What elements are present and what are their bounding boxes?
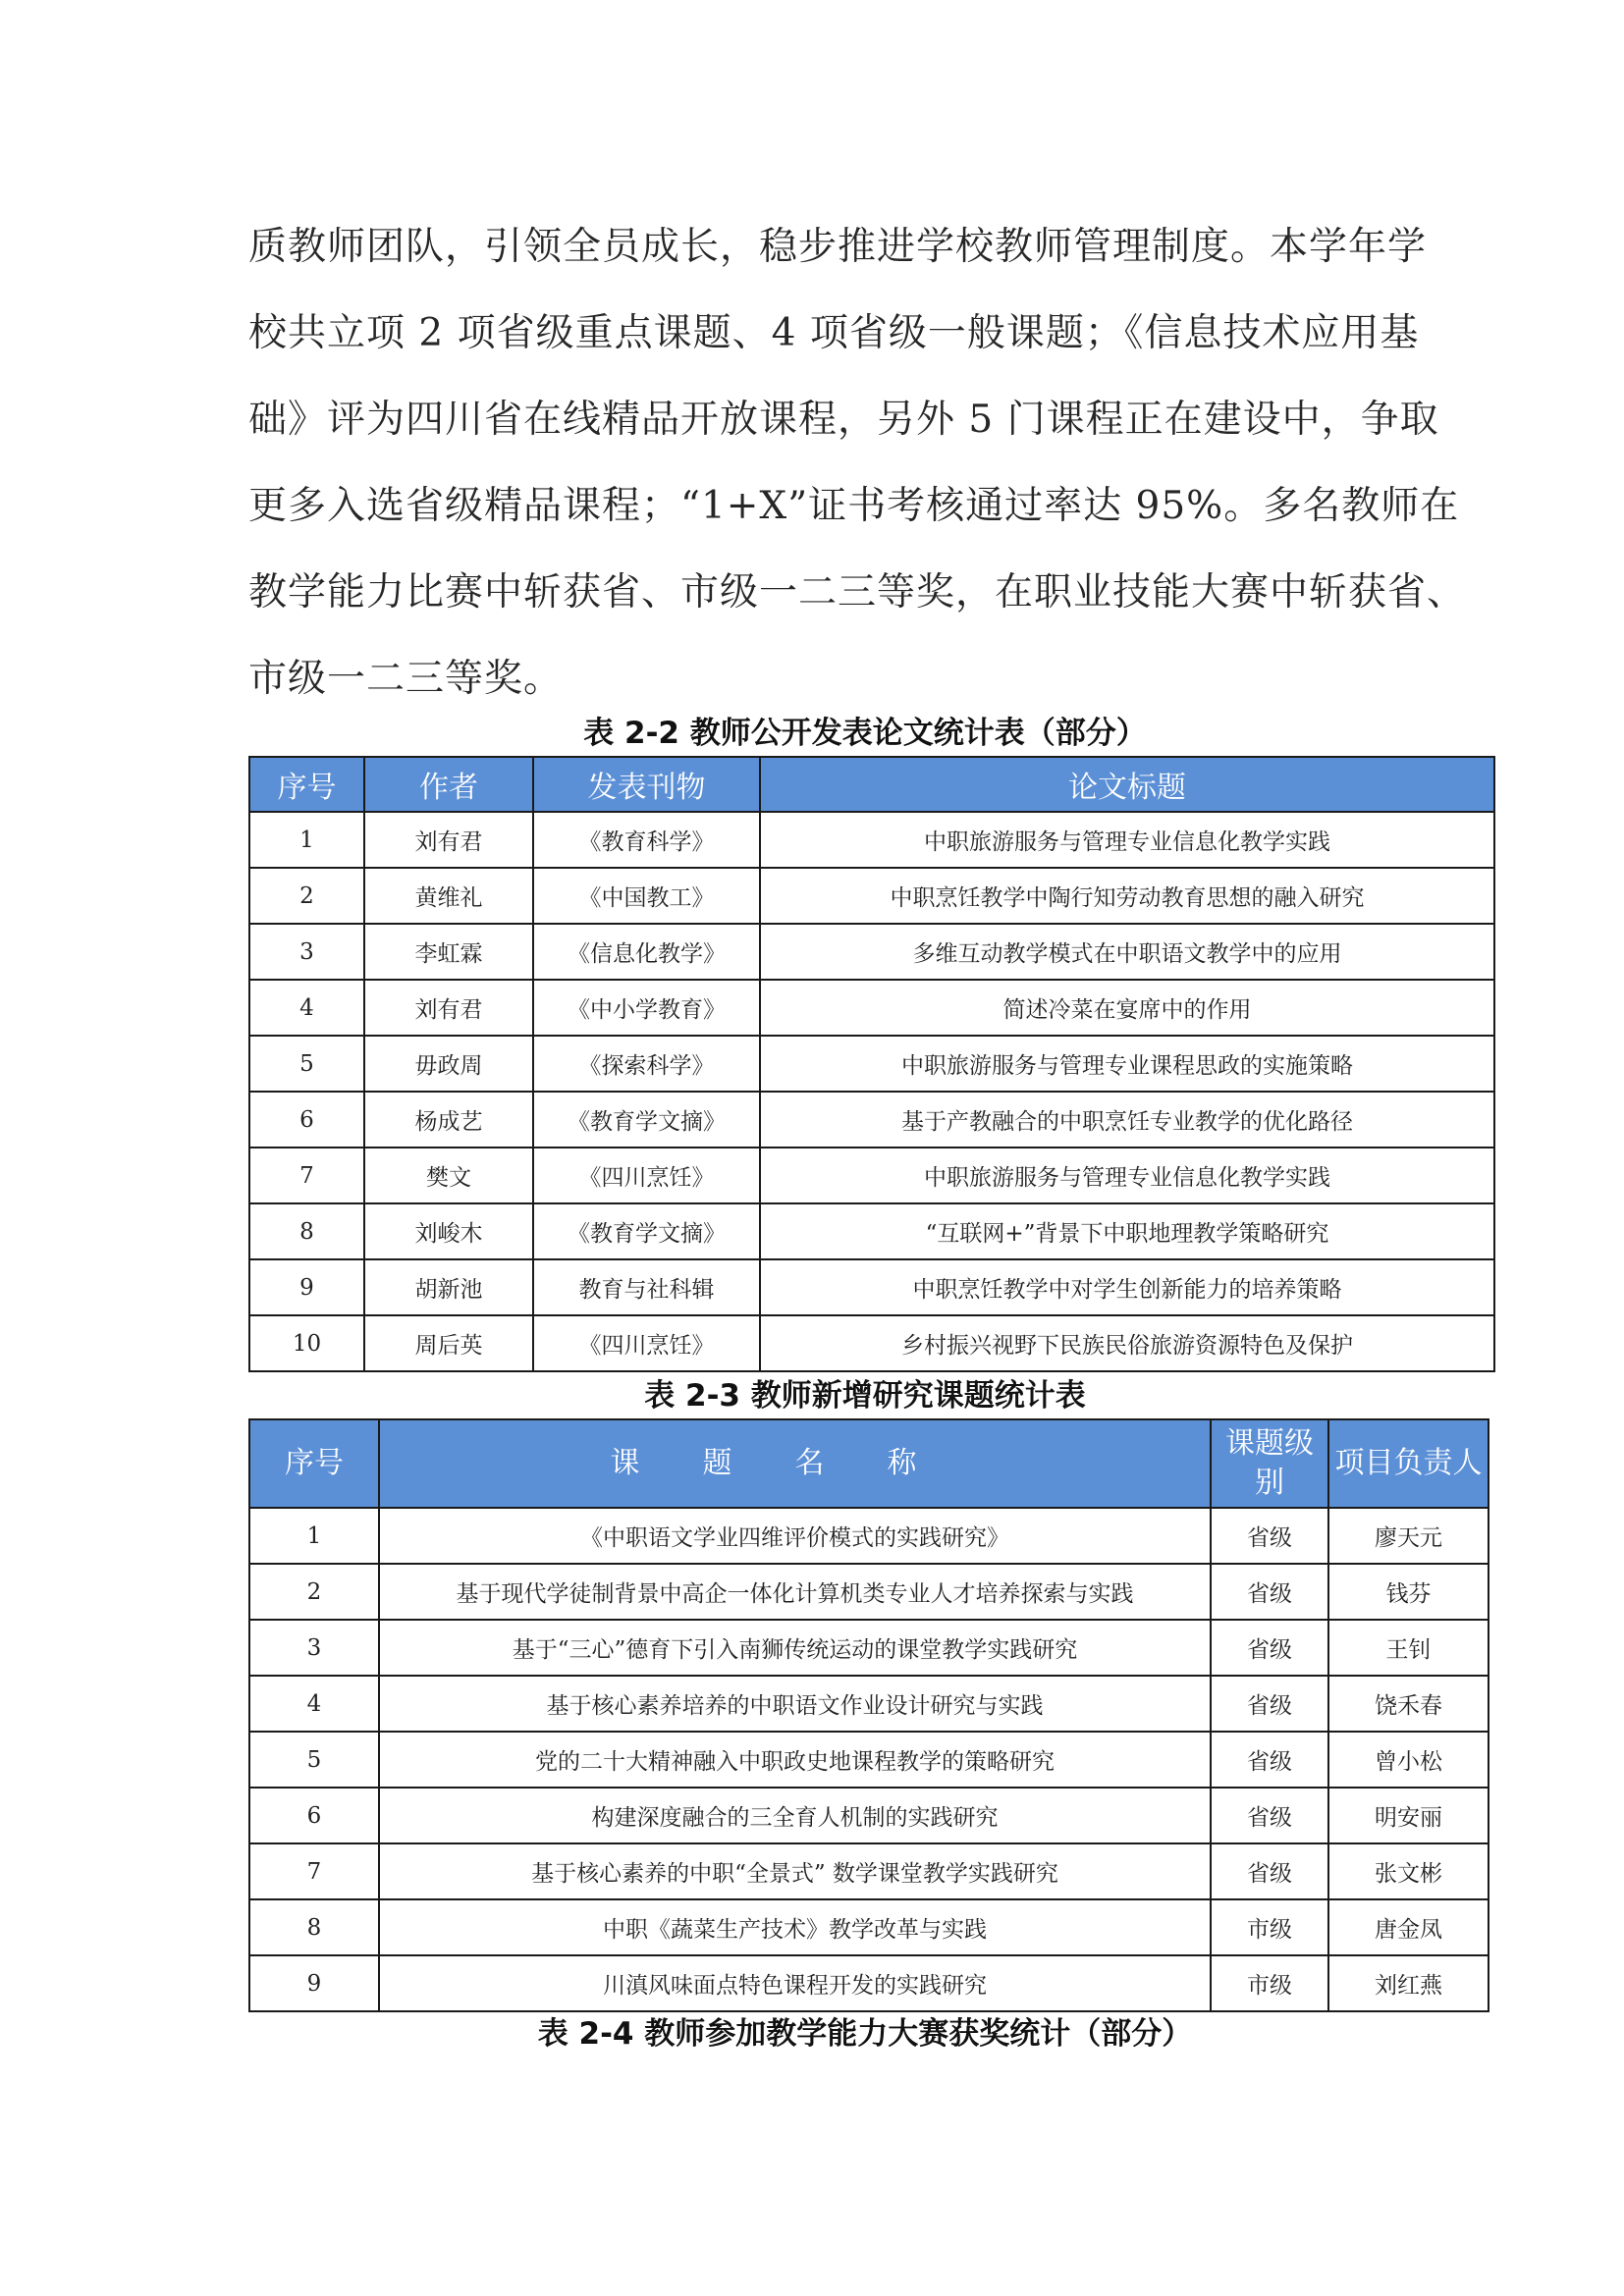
cell-project-name: 基于核心素养的中职“全景式” 数学课堂教学实践研究 [379,1843,1211,1899]
cell-index: 4 [249,1676,379,1732]
cell-project-leader: 曾小松 [1328,1732,1489,1788]
cell-index: 5 [249,1732,379,1788]
cell-project-level: 省级 [1211,1620,1328,1676]
table-row [249,1564,1489,1620]
table-header-row [249,1419,1489,1508]
cell-index: 1 [249,1508,379,1564]
cell-project-level: 市级 [1211,1899,1328,1955]
table-row [249,1620,1489,1676]
header-cell-author: 作者 [364,757,533,812]
cell-index: 8 [249,1203,364,1259]
table-header-row [249,757,1494,812]
cell-author: 毋政周 [364,1036,533,1092]
cell-index: 10 [249,1315,364,1371]
cell-author: 黄维礼 [364,868,533,924]
cell-paper-title: 简述冷菜在宴席中的作用 [760,980,1494,1036]
cell-project-name: 基于现代学徒制背景中高企一体化计算机类专业人才培养探索与实践 [379,1564,1211,1620]
cell-project-level: 市级 [1211,1955,1328,2011]
cell-project-level: 省级 [1211,1564,1328,1620]
table-row [249,1899,1489,1955]
table-row [249,924,1494,980]
table-row [249,1315,1494,1371]
cell-author: 樊文 [364,1148,533,1203]
cell-journal: 教育与社科辑 [533,1259,760,1315]
table-2-4-caption: 表 2-4 教师参加教学能力大赛获奖统计（部分） [537,2016,1193,2052]
header-cell-project-level: 课题级别 [1211,1419,1328,1508]
cell-index: 3 [249,924,364,980]
cell-project-level: 省级 [1211,1732,1328,1788]
cell-paper-title: 中职旅游服务与管理专业课程思政的实施策略 [760,1036,1494,1092]
cell-paper-title: 中职烹饪教学中陶行知劳动教育思想的融入研究 [760,868,1494,924]
table-row [249,1036,1494,1092]
cell-index: 9 [249,1955,379,2011]
cell-project-level: 省级 [1211,1788,1328,1843]
paragraph-line: 更多入选省级精品课程；“1+X”证书考核通过率达 95%。多名教师在 [248,484,1460,528]
table-row [249,1732,1489,1788]
cell-author: 李虹霖 [364,924,533,980]
cell-project-name: 《中职语文学业四维评价模式的实践研究》 [379,1508,1211,1564]
cell-journal: 《教育学文摘》 [533,1092,760,1148]
cell-author: 杨成艺 [364,1092,533,1148]
cell-project-leader: 饶禾春 [1328,1676,1489,1732]
cell-paper-title: 乡村振兴视野下民族民俗旅游资源特色及保护 [760,1315,1494,1371]
table-row [249,1843,1489,1899]
cell-project-name: 党的二十大精神融入中职政史地课程教学的策略研究 [379,1732,1211,1788]
table-row [249,1092,1494,1148]
table-2-2-caption: 表 2-2 教师公开发表论文统计表（部分） [583,716,1147,751]
table-row [249,1508,1489,1564]
paper-publication-table [248,756,1495,1372]
cell-journal: 《中国教工》 [533,868,760,924]
table-row [249,1955,1489,2011]
cell-project-name: 中职《蔬菜生产技术》教学改革与实践 [379,1899,1211,1955]
cell-project-name: 构建深度融合的三全育人机制的实践研究 [379,1788,1211,1843]
table-row [249,1203,1494,1259]
table-row [249,1788,1489,1843]
table-row [249,1676,1489,1732]
cell-paper-title: 基于产教融合的中职烹饪专业教学的优化路径 [760,1092,1494,1148]
cell-project-level: 省级 [1211,1676,1328,1732]
paragraph-line: 质教师团队，引领全员成长，稳步推进学校教师管理制度。本学年学 [248,225,1428,269]
cell-project-leader: 王钊 [1328,1620,1489,1676]
cell-paper-title: 中职烹饪教学中对学生创新能力的培养策略 [760,1259,1494,1315]
cell-paper-title: 中职旅游服务与管理专业信息化教学实践 [760,1148,1494,1203]
table-row [249,1259,1494,1315]
table-row [249,980,1494,1036]
paragraph-line: 市级一二三等奖。 [248,657,564,701]
table-row [249,1148,1494,1203]
header-cell-index: 序号 [249,757,364,812]
cell-project-level: 省级 [1211,1508,1328,1564]
cell-index: 6 [249,1788,379,1843]
paragraph-line: 教学能力比赛中斩获省、市级一二三等奖，在职业技能大赛中斩获省、 [248,570,1467,614]
cell-index: 7 [249,1843,379,1899]
cell-index: 8 [249,1899,379,1955]
cell-project-leader: 廖天元 [1328,1508,1489,1564]
cell-index: 2 [249,1564,379,1620]
cell-paper-title: 中职旅游服务与管理专业信息化教学实践 [760,812,1494,868]
header-cell-project-leader: 项目负责人 [1328,1419,1489,1508]
cell-project-leader: 张文彬 [1328,1843,1489,1899]
cell-index: 5 [249,1036,364,1092]
header-cell-project-name: 课题名称 [379,1419,1211,1508]
cell-author: 刘有君 [364,812,533,868]
cell-journal: 《四川烹饪》 [533,1315,760,1371]
cell-project-name: 基于“三心”德育下引入南狮传统运动的课堂教学实践研究 [379,1620,1211,1676]
table-row [249,812,1494,868]
research-project-table [248,1418,1489,2012]
cell-journal: 《教育科学》 [533,812,760,868]
cell-paper-title: “互联网+”背景下中职地理教学策略研究 [760,1203,1494,1259]
cell-project-leader: 刘红燕 [1328,1955,1489,2011]
cell-index: 9 [249,1259,364,1315]
cell-project-leader: 钱芬 [1328,1564,1489,1620]
cell-project-leader: 明安丽 [1328,1788,1489,1843]
cell-author: 刘有君 [364,980,533,1036]
cell-journal: 《中小学教育》 [533,980,760,1036]
cell-index: 3 [249,1620,379,1676]
table-row [249,868,1494,924]
header-cell-paper-title: 论文标题 [760,757,1494,812]
cell-author: 胡新池 [364,1259,533,1315]
cell-index: 7 [249,1148,364,1203]
cell-project-leader: 唐金凤 [1328,1899,1489,1955]
cell-index: 6 [249,1092,364,1148]
cell-index: 1 [249,812,364,868]
cell-author: 刘峻木 [364,1203,533,1259]
cell-journal: 《四川烹饪》 [533,1148,760,1203]
cell-project-level: 省级 [1211,1843,1328,1899]
body-paragraph [248,204,1467,722]
cell-journal: 《信息化教学》 [533,924,760,980]
cell-project-name: 川滇风味面点特色课程开发的实践研究 [379,1955,1211,2011]
cell-author: 周后英 [364,1315,533,1371]
paragraph-line: 础》评为四川省在线精品开放课程，另外 5 门课程正在建设中，争取 [248,398,1439,442]
cell-journal: 《教育学文摘》 [533,1203,760,1259]
table-2-3-caption: 表 2-3 教师新增研究课题统计表 [644,1378,1086,1414]
cell-journal: 《探索科学》 [533,1036,760,1092]
header-cell-index: 序号 [249,1419,379,1508]
paragraph-line: 校共立项 2 项省级重点课题、4 项省级一般课题；《信息技术应用基 [248,311,1420,355]
header-cell-journal: 发表刊物 [533,757,760,812]
cell-index: 4 [249,980,364,1036]
cell-project-name: 基于核心素养培养的中职语文作业设计研究与实践 [379,1676,1211,1732]
cell-index: 2 [249,868,364,924]
cell-paper-title: 多维互动教学模式在中职语文教学中的应用 [760,924,1494,980]
